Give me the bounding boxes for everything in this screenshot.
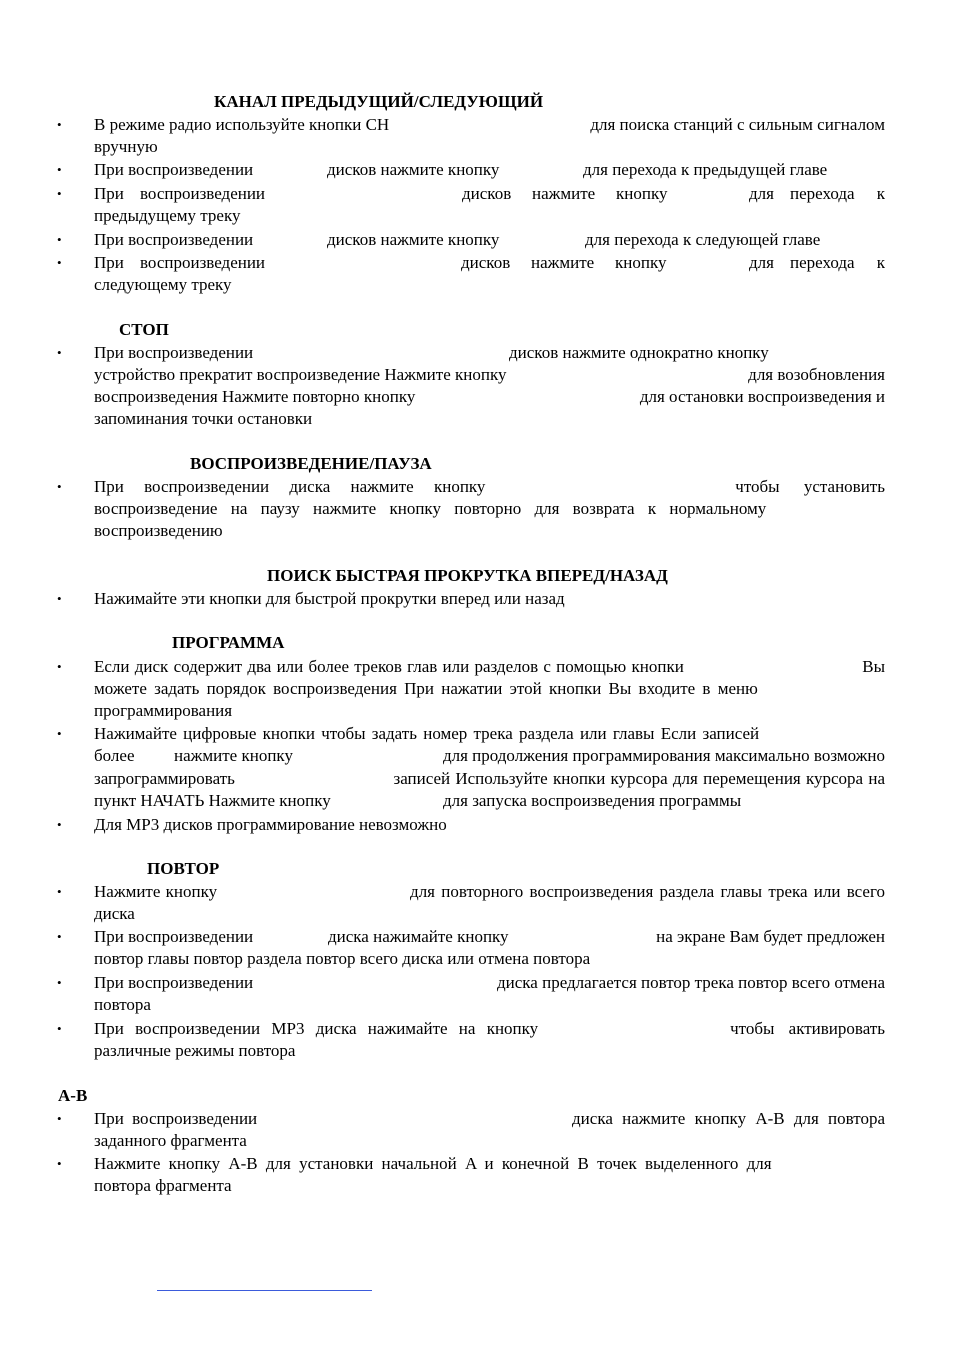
text: для — [749, 253, 774, 272]
list-item-line: следующему треку — [94, 275, 232, 294]
list-item-line: повтора — [94, 995, 151, 1014]
list-item-line: различные режимы повтора — [94, 1041, 296, 1060]
list-item-line — [94, 1108, 885, 1130]
list-item-line: диска — [94, 904, 135, 923]
text: пункт НАЧАТЬ Нажмите кнопку — [94, 791, 331, 810]
text: кнопку — [616, 184, 668, 203]
text: чтобы установить — [735, 477, 885, 496]
list-item-line — [94, 183, 885, 205]
list-item-line — [94, 114, 885, 136]
list-item-line: воспроизведению — [94, 521, 223, 540]
text: нажмите — [532, 184, 596, 203]
list-item-line: Нажимайте цифровые кнопки чтобы задать номер трека раздела или главы Если записей — [94, 724, 760, 743]
list-item-line — [94, 881, 885, 903]
list-item-line — [94, 768, 885, 790]
bullet-icon: • — [57, 232, 62, 247]
text: дисков нажмите однократно кнопку — [509, 343, 769, 362]
bullet-icon: • — [57, 726, 62, 741]
text: кнопку — [615, 253, 667, 272]
bullet-icon: • — [57, 345, 62, 360]
section-heading-search: ПОИСК БЫСТРАЯ ПРОКРУТКА ВПЕРЕД/НАЗАД — [267, 566, 668, 585]
text: к — [876, 253, 885, 272]
section-heading-ab: A-B — [58, 1086, 88, 1105]
bullet-icon: • — [57, 591, 62, 606]
list-item-line — [94, 476, 885, 498]
bullet-icon: • — [57, 186, 62, 201]
bullet-icon: • — [57, 975, 62, 990]
text: чтобы активировать — [730, 1019, 885, 1038]
text: При воспроизведении — [94, 230, 254, 249]
list-item-line — [94, 972, 885, 994]
text: Вы — [862, 657, 885, 676]
bullet-icon: • — [57, 659, 62, 674]
text: При воспроизведении диска нажмите кнопку — [94, 477, 486, 496]
bullet-icon: • — [57, 884, 62, 899]
list-item-line: предыдущему треку — [94, 206, 241, 225]
text: При воспроизведении — [94, 1109, 258, 1128]
bullet-icon: • — [57, 1111, 62, 1126]
text: При воспроизведении — [94, 973, 254, 992]
text: Если диск содержит два или более треков глав или разделов с помощью кнопки — [94, 657, 684, 676]
text: для остановки воспроизведения и — [639, 387, 885, 406]
text: дисков — [462, 184, 512, 203]
bullet-icon: • — [57, 479, 62, 494]
list-item-line — [94, 342, 885, 364]
text: для продолжения программирования максимально возможно — [442, 746, 885, 765]
bullet-icon: • — [57, 117, 62, 132]
text: для — [749, 184, 774, 203]
section-heading-program: ПРОГРАММА — [172, 633, 285, 652]
text: дисков нажмите кнопку — [327, 160, 500, 179]
list-item-line — [94, 364, 885, 386]
list-item-line — [94, 252, 885, 274]
text: диска нажимайте кнопку — [328, 927, 509, 946]
text: При воспроизведении MP3 диска нажимайте на кнопку — [94, 1019, 539, 1038]
text: воспроизведении — [140, 184, 266, 203]
text: устройство прекратит воспроизведение Нажмите кнопку — [94, 365, 507, 384]
list-item-line: запоминания точки остановки — [94, 409, 313, 428]
text: При воспроизведении — [94, 927, 254, 946]
section-heading-repeat: ПОВТОР — [147, 859, 220, 878]
text: дисков — [461, 253, 511, 272]
list-item-line: программирования — [94, 701, 233, 720]
text: При — [94, 253, 124, 272]
list-item-line — [94, 386, 885, 408]
text: диска нажмите кнопку A-B для повтора — [572, 1109, 885, 1128]
list-item-line: повтор главы повтор раздела повтор всего диска или отмена повтора — [94, 949, 591, 968]
list-item-line — [94, 229, 885, 251]
list-item-line: воспроизведение на паузу нажмите кнопку повторно для возврата к нормальному — [94, 499, 767, 518]
section-heading-stop: СТОП — [119, 320, 169, 339]
bullet-icon: • — [57, 817, 62, 832]
text: При — [94, 184, 124, 203]
bullet-icon: • — [57, 1156, 62, 1171]
text: При воспроизведении — [94, 343, 254, 362]
text: При воспроизведении — [94, 160, 254, 179]
text: диска предлагается повтор трека повтор всего отмена — [497, 973, 885, 992]
footnote-separator — [157, 1290, 372, 1291]
text: нажмите — [531, 253, 595, 272]
text: дисков нажмите кнопку — [327, 230, 500, 249]
list-item-line: вручную — [94, 137, 158, 156]
list-item-line — [94, 745, 885, 767]
bullet-icon: • — [57, 255, 62, 270]
section-heading-play-pause: ВОСПРОИЗВЕДЕНИЕ/ПАУЗА — [190, 454, 432, 473]
list-item-line — [94, 656, 885, 678]
list-item-line: заданного фрагмента — [94, 1131, 247, 1150]
list-item-line: Для MP3 дисков программирование невозможно — [94, 815, 447, 834]
text: на экране Вам будет предложен — [656, 927, 885, 946]
text: воспроизведения Нажмите повторно кнопку — [94, 387, 416, 406]
text: для поиска станций с сильным сигналом — [590, 115, 885, 134]
list-item-line: Нажимайте эти кнопки для быстрой прокрутки вперед или назад — [94, 589, 565, 608]
bullet-icon: • — [57, 162, 62, 177]
list-item-line: можете задать порядок воспроизведения При нажатии этой кнопки Вы входите в меню — [94, 679, 758, 698]
text: перехода — [790, 253, 855, 272]
list-item-line — [94, 1018, 885, 1040]
text: к — [876, 184, 885, 203]
text: В режиме радио используйте кнопки CH — [94, 115, 390, 134]
text: запрограммировать — [94, 769, 235, 788]
text: для возобновления — [748, 365, 885, 384]
bullet-icon: • — [57, 929, 62, 944]
text: нажмите кнопку — [174, 746, 293, 765]
list-item-line: Нажмите кнопку A-B для установки начальной A и конечной B точек выделенного для — [94, 1154, 772, 1173]
text: для перехода к следующей главе — [585, 230, 821, 249]
bullet-icon: • — [57, 1021, 62, 1036]
list-item-line — [94, 926, 885, 948]
text: более — [94, 746, 135, 765]
list-item-line: повтора фрагмента — [94, 1176, 232, 1195]
text: для перехода к предыдущей главе — [583, 160, 828, 179]
text: для запуска воспроизведения программы — [443, 791, 742, 810]
text: перехода — [790, 184, 855, 203]
section-heading-channel: КАНАЛ ПРЕДЫДУЩИЙ/СЛЕДУЮЩИЙ — [214, 92, 544, 111]
list-item-line — [94, 159, 885, 181]
text: записей Используйте кнопки курсора для перемещения курсора на — [393, 769, 885, 788]
list-item-line — [94, 790, 885, 812]
text: для повторного воспроизведения раздела главы трека или всего — [410, 882, 885, 901]
text: Нажмите кнопку — [94, 882, 218, 901]
text: воспроизведении — [140, 253, 266, 272]
